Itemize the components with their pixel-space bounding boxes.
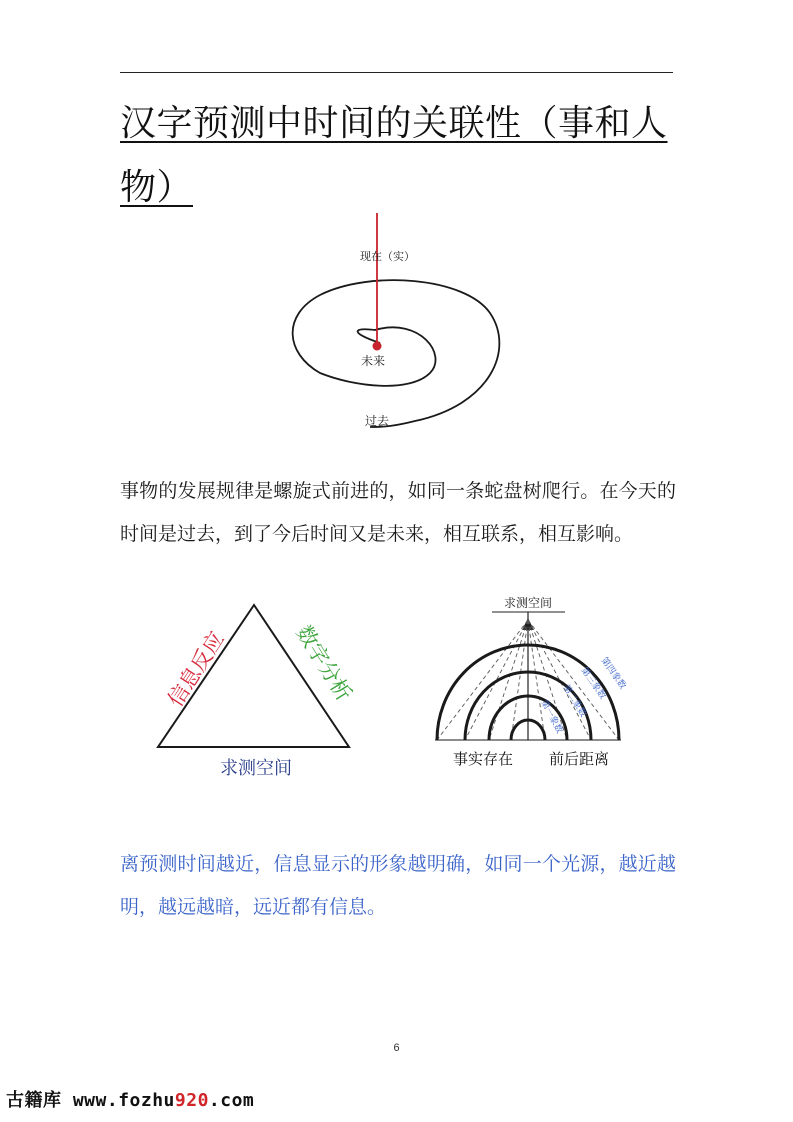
watermark-url-prefix: www.fozhu	[72, 1090, 175, 1111]
triangle-bottom-label: 求测空间	[220, 758, 292, 779]
label-past: 过去	[365, 414, 390, 428]
label-future: 未来	[361, 354, 386, 368]
arc-bottom-right-label: 前后距离	[548, 750, 610, 768]
site-watermark	[6, 1086, 254, 1112]
ring-label-1: 第一象数	[538, 698, 565, 736]
present-dot	[373, 342, 382, 351]
label-present: 现在（实）	[360, 250, 415, 263]
triangle-right-label: 数字分析	[291, 621, 357, 706]
triangle-diagram	[150, 595, 365, 785]
ring-label-3: 第三象数	[578, 665, 608, 702]
paragraph-light-source: 离预测时间越近，信息显示的形象越明确，如同一个光源，越近越明，越远越暗，远近都有信息。	[120, 853, 676, 918]
spiral-diagram	[280, 205, 520, 440]
ring-label-2: 第二象数	[560, 683, 589, 720]
paragraph-spiral: 事物的发展规律是螺旋式前进的，如同一条蛇盘树爬行。在今天的时间是过去，到了今后时间又是未来，相互联系，相互影响。	[120, 480, 676, 545]
header-rule	[120, 72, 673, 73]
watermark-url-number: 920	[174, 1090, 209, 1111]
page-title: 汉字预测中时间的关联性（事和人物）	[120, 103, 668, 208]
triangle-left-label: 信息反应	[163, 627, 230, 711]
page-number: 6	[393, 1042, 400, 1054]
watermark-url-suffix: .com	[208, 1090, 255, 1111]
arc-diagram	[425, 590, 635, 780]
arc-bottom-left-label: 事实存在	[452, 750, 514, 768]
watermark-brand: 古籍库	[6, 1090, 62, 1111]
spiral-curve	[293, 280, 500, 427]
arc-top-label: 求测空间	[503, 596, 553, 610]
ring-label-4: 第四象数	[598, 655, 628, 692]
